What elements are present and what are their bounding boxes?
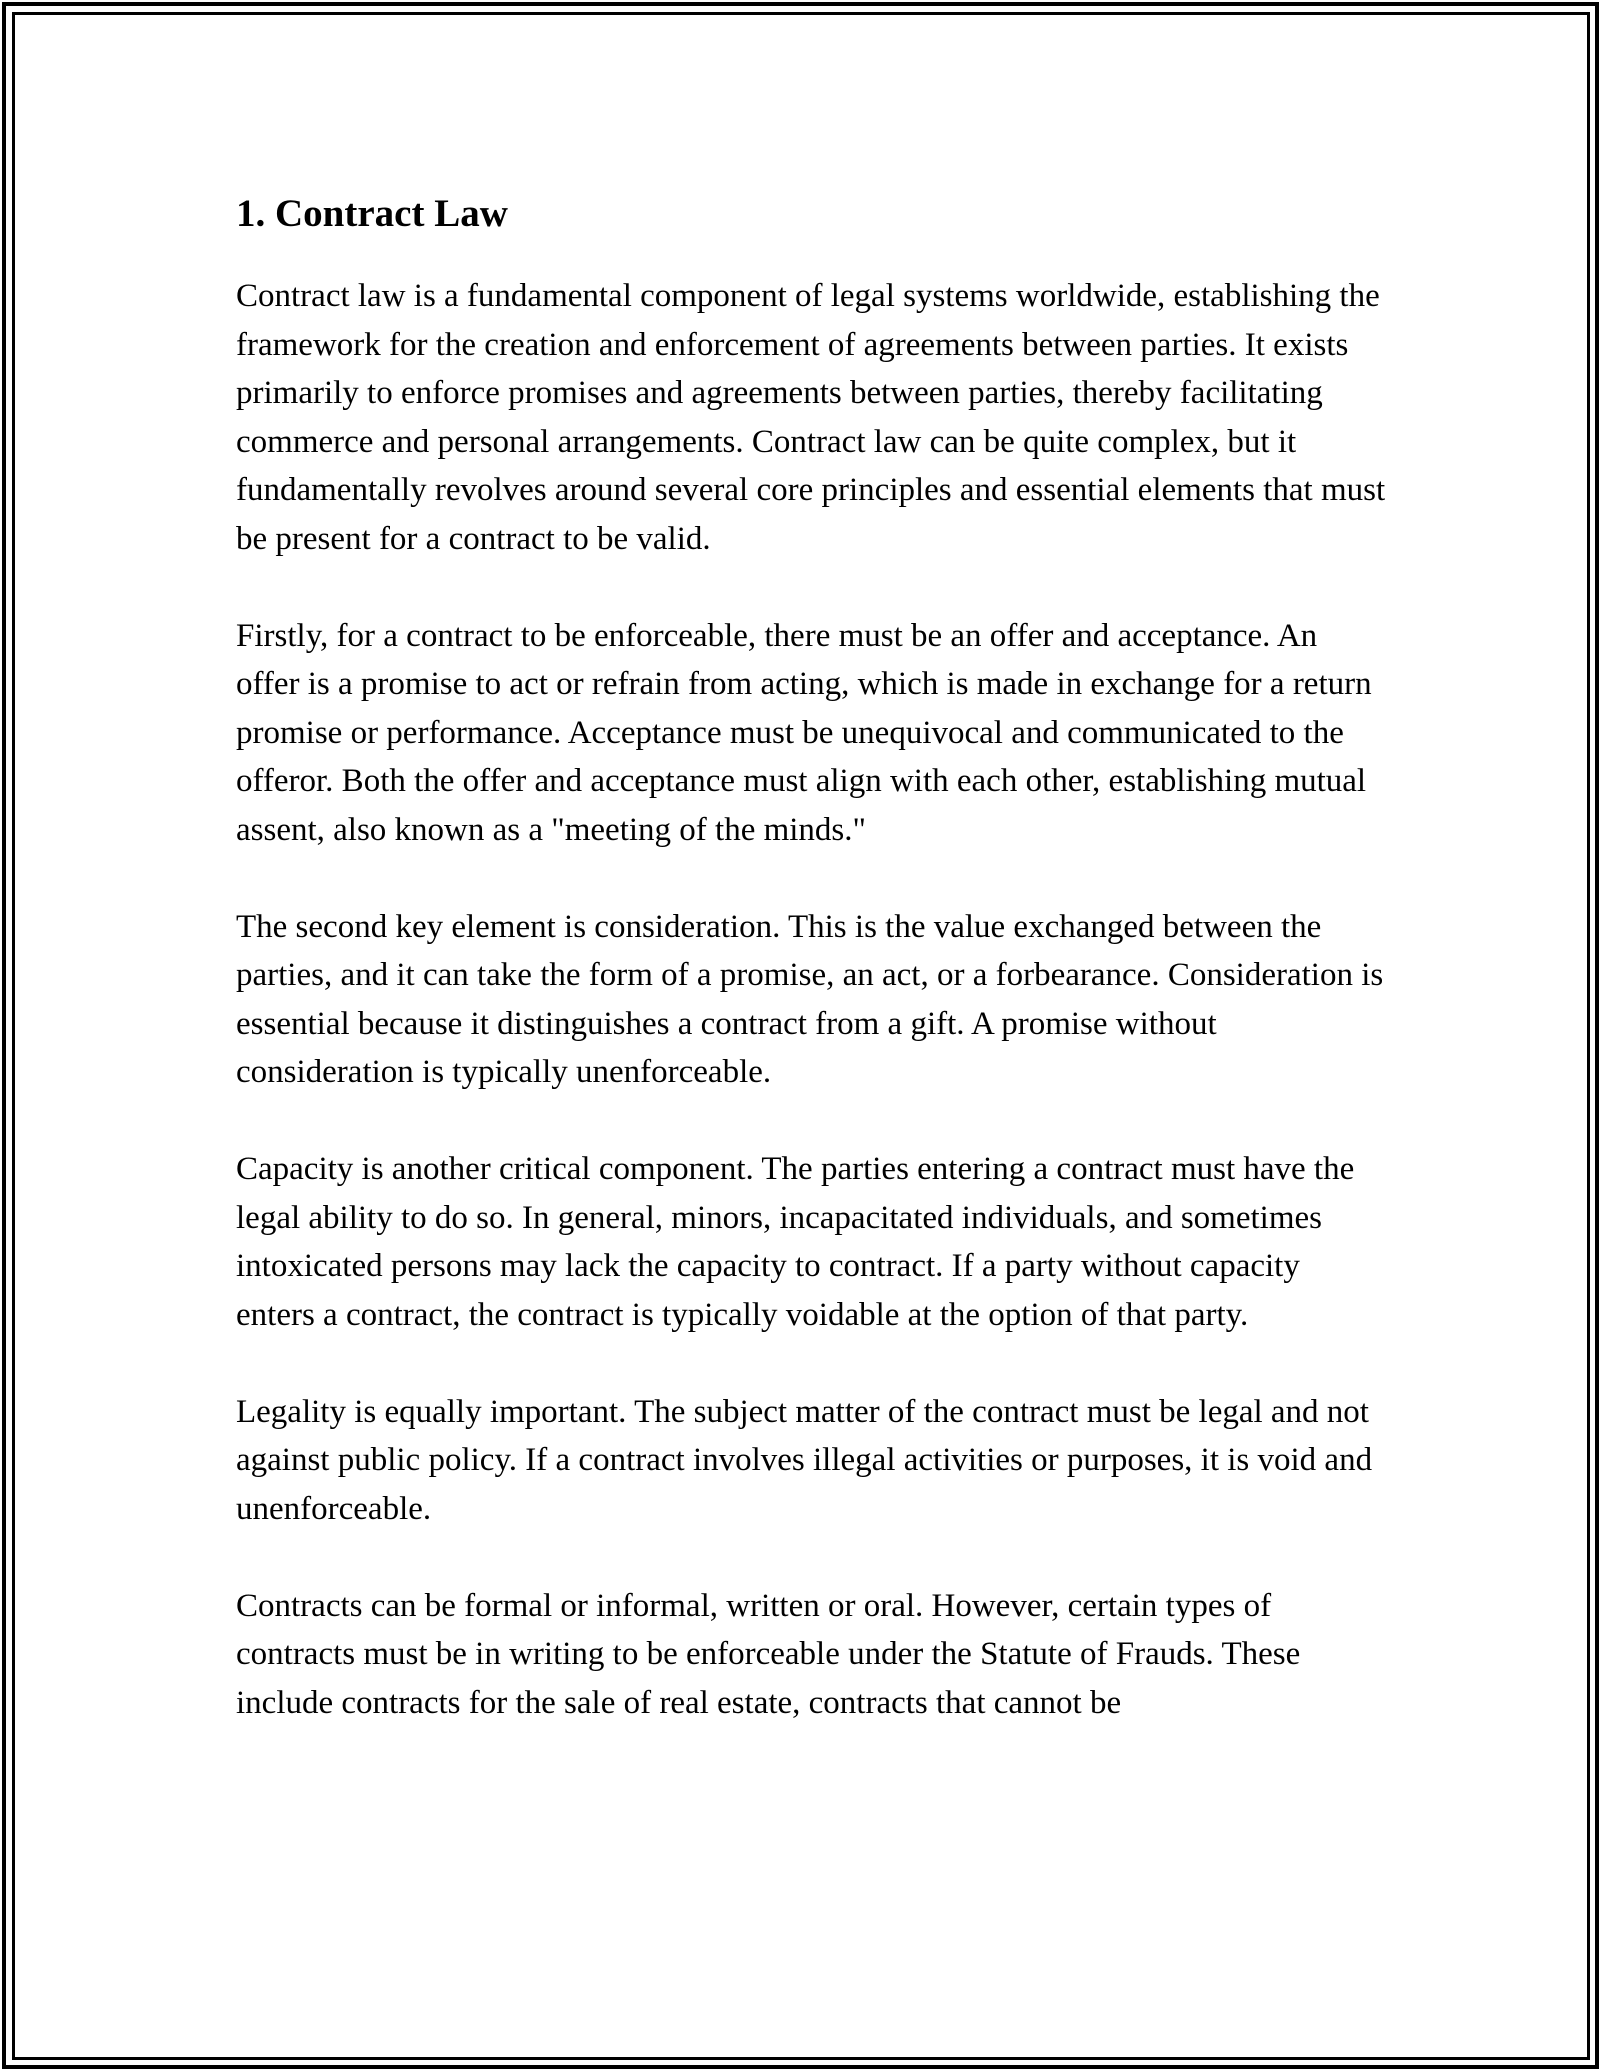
document-body: [236, 186, 1386, 1776]
paragraph-intro: Contract law is a fundamental component of legal systems worldwide, establishing the framework for the creation and enforcement of agreements between parties. It exists primarily to enforce promises and agreements between parties, thereby facilitating commerce and personal arrangements. Contract law can be quite complex, but it fundamentally revolves around several core principles and essential elements that must be present for a contract to be valid.: [236, 278, 1386, 557]
section-heading: 1. Contract Law: [236, 192, 508, 235]
paragraph-consideration: The second key element is consideration. This is the value exchanged between the parties, and it can take the form of a promise, an act, or a forbearance. Consideration is essential because it distinguishes a contract from a gift. A promise without consideration is typically unenforceable.: [236, 908, 1384, 1090]
paragraph-capacity: Capacity is another critical component. The parties entering a contract must have the legal ability to do so. In general, minors, incapacitated individuals, and sometimes intoxicated persons may lack the capacity to contract. If a party without capacity enters a contract, the contract is typically voidable at the option of that party.: [236, 1151, 1355, 1333]
paragraph-offer-acceptance: Firstly, for a contract to be enforceable, there must be an offer and acceptance. An offer is a promise to act or refrain from acting, which is made in exchange for a return promise or performance. Acceptance must be unequivocal and communicated to the offeror. Both the offer and acceptance must align with each other, establishing mutual assent, also known as a "meeting of the minds.": [236, 617, 1372, 848]
paragraph-legality: Legality is equally important. The subject matter of the contract must be legal and not against public policy. If a contract involves illegal activities or purposes, it is void and unenforceable.: [236, 1393, 1373, 1527]
paragraph-formality: Contracts can be formal or informal, written or oral. However, certain types of contracts must be in writing to be enforceable under the Statute of Frauds. These include contracts for the sale of real estate, contracts that cannot be: [236, 1587, 1301, 1721]
